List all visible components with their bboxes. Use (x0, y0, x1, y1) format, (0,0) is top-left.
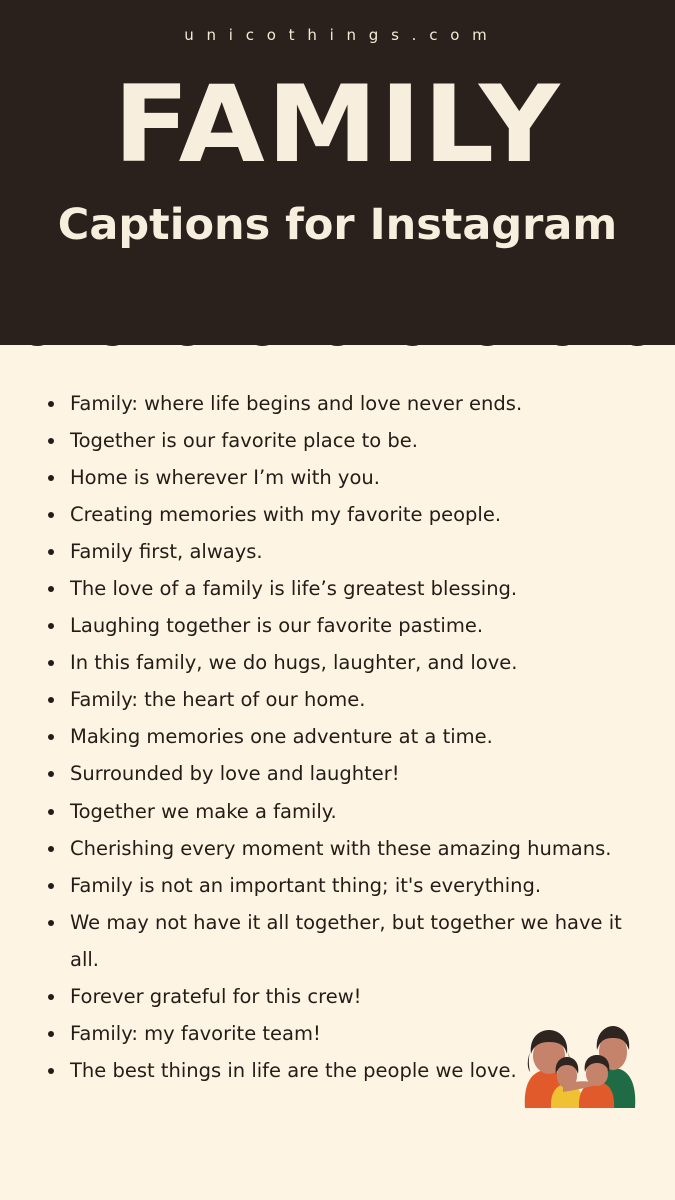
captions-section (0, 345, 675, 1089)
list-item: The best things in life are the people we love. (40, 1052, 641, 1089)
list-item: Creating memories with my favorite people. (40, 496, 641, 533)
list-item: We may not have it all together, but together we have it all. (40, 904, 641, 978)
list-item: The love of a family is life’s greatest blessing. (40, 570, 641, 607)
list-item: Together is our favorite place to be. (40, 422, 641, 459)
list-item: Family: my favorite team! (40, 1015, 641, 1052)
page-subtitle: Captions for Instagram (57, 200, 618, 250)
page-title: FAMILY (113, 63, 562, 186)
family-illustration (507, 1008, 647, 1108)
list-item: Cherishing every moment with these amazing humans. (40, 830, 641, 867)
captions-list (40, 385, 641, 1089)
list-item: Laughing together is our favorite pastime. (40, 607, 641, 644)
list-item: In this family, we do hugs, laughter, and love. (40, 644, 641, 681)
poster-header (0, 0, 675, 345)
list-item: Family: the heart of our home. (40, 681, 641, 718)
list-item: Family: where life begins and love never ends. (40, 385, 641, 422)
list-item: Making memories one adventure at a time. (40, 718, 641, 755)
list-item: Family first, always. (40, 533, 641, 570)
site-url: u n i c o t h i n g s . c o m (184, 26, 491, 44)
list-item: Surrounded by love and laughter! (40, 755, 641, 792)
list-item: Family is not an important thing; it's everything. (40, 867, 641, 904)
list-item: Home is wherever I’m with you. (40, 459, 641, 496)
list-item: Together we make a family. (40, 793, 641, 830)
scallop-divider (0, 312, 675, 346)
list-item: Forever grateful for this crew! (40, 978, 641, 1015)
